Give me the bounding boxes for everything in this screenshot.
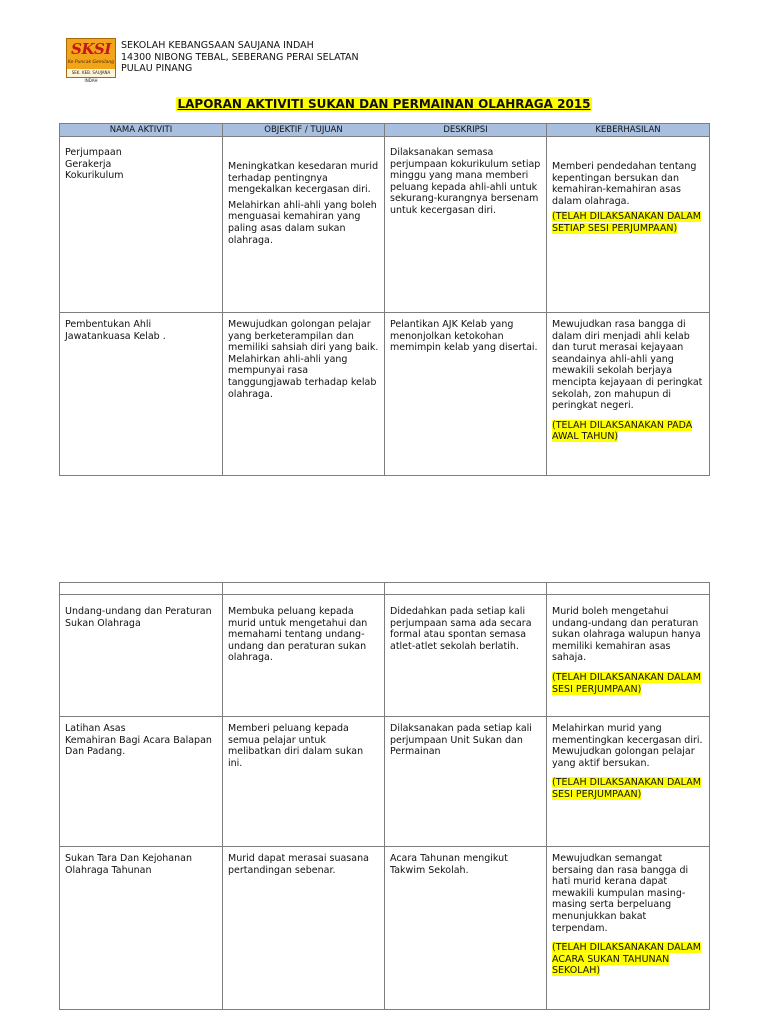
outcome-text: Murid boleh mengetahui undang-undang dan peraturan sukan olahraga walupun hanya memiliki kemahiran asas sahaja. bbox=[552, 606, 701, 664]
activity-name: Undang-undang dan Peraturan Sukan Olahraga bbox=[65, 606, 212, 629]
column-header-keberhasilan: KEBERHASILAN bbox=[547, 124, 710, 137]
logo-school: SEK. KEB. SAUJANA INDAH bbox=[67, 69, 115, 77]
school-header bbox=[121, 40, 359, 75]
outcome-text: Melahirkan murid yang mementingkan kecergasan diri. Mewujudkan golongan pelajar yang aktif bersukan. bbox=[552, 723, 703, 769]
objective-text: Melahirkan ahli-ahli yang boleh menguasai kemahiran yang paling asas dalam sukan olahraga. bbox=[228, 199, 377, 246]
description-text: Dilaksanakan semasa perjumpaan kokurikulum setiap minggu yang mana memberi peluang kepada ahli-ahli untuk sekurang-kurangnya bersenam untuk kecergasan diri. bbox=[390, 147, 541, 216]
status-highlight: (TELAH DILAKSANAKAN DALAM SETIAP SESI PERJUMPAAN) bbox=[552, 211, 701, 234]
logo-text: SKSI bbox=[71, 40, 111, 58]
status-highlight: (TELAH DILAKSANAKAN PADA AWAL TAHUN) bbox=[552, 419, 693, 443]
objective-text: Membuka peluang kepada murid untuk mengetahui dan memahami tentang undang-undang dan peraturan sukan olahraga. bbox=[228, 606, 368, 664]
activity-table-page-2 bbox=[59, 582, 710, 1010]
activity-name: Sukan Tara Dan Kejohanan Olahraga Tahunan bbox=[65, 853, 192, 876]
table-row bbox=[60, 847, 710, 1010]
school-logo bbox=[66, 38, 116, 83]
status-highlight: (TELAH DILAKSANAKAN DALAM ACARA SUKAN TAHUNAN SEKOLAH) bbox=[552, 942, 701, 977]
objective-text: Memberi peluang kepada semua pelajar untuk melibatkan diri dalam sukan ini. bbox=[228, 723, 364, 769]
activity-name: Perjumpaan Gerakerja Kokurikulum bbox=[65, 147, 124, 182]
objective-text: Mewujudkan golongan pelajar yang berketerampilan dan memiliki sahsiah diri yang baik. Melahirkan ahli-ahli yang mempunyai rasa tanggungjawab terhadap kelab olahraga. bbox=[228, 319, 379, 400]
outcome-text: Mewujudkan rasa bangga di dalam diri menjadi ahli kelab dan turut merasai kejayaan seandainya ahli-ahli yang mewakili sekolah berjaya mencipta kejayaan di peringkat sekolah, zon mahupun di peringkat negeri. bbox=[552, 319, 703, 412]
objective-text: Murid dapat merasai suasana pertandingan sebenar. bbox=[228, 853, 369, 876]
school-address-line-1: 14300 NIBONG TEBAL, SEBERANG PERAI SELATAN bbox=[121, 51, 359, 63]
outcome-text: Mewujudkan semangat bersaing dan rasa bangga di hati murid kerana dapat mewakili kumpulan masing-masing serta berpeluang menunjukkan bakat terpendam. bbox=[552, 853, 689, 934]
column-header-nama: NAMA AKTIVITI bbox=[60, 124, 223, 137]
table-row bbox=[60, 137, 710, 313]
report-title bbox=[0, 97, 768, 111]
objective-text: Meningkatkan kesedaran murid terhadap pentingnya mengekalkan kecergasan diri. bbox=[228, 161, 379, 196]
status-highlight: (TELAH DILAKSANAKAN DALAM SESI PERJUMPAAN) bbox=[552, 777, 701, 800]
description-text: Didedahkan pada setiap kali perjumpaan sama ada secara formal atau spontan semasa atlet-atlet sekolah berlatih. bbox=[390, 606, 532, 652]
description-text: Acara Tahunan mengikut Takwim Sekolah. bbox=[390, 853, 508, 876]
column-header-deskripsi: DESKRIPSI bbox=[385, 124, 547, 137]
activity-name: Pembentukan Ahli Jawatankuasa Kelab . bbox=[65, 319, 166, 342]
description-text: Dilaksanakan pada setiap kali perjumpaan Unit Sukan dan Permainan bbox=[390, 723, 532, 758]
description-text: Pelantikan AJK Kelab yang menonjolkan ketokohan memimpin kelab yang disertai. bbox=[390, 319, 538, 354]
school-address-line-2: PULAU PINANG bbox=[121, 63, 193, 75]
activity-table-page-1 bbox=[59, 123, 710, 476]
table-row bbox=[60, 313, 710, 476]
report-title-text: LAPORAN AKTIVITI SUKAN DAN PERMAINAN OLAHRAGA 2015 bbox=[177, 97, 591, 111]
activity-name: Latihan Asas Kemahiran Bagi Acara Balapan Dan Padang. bbox=[65, 723, 212, 758]
column-header-objektif: OBJEKTIF / TUJUAN bbox=[223, 124, 385, 137]
status-highlight: (TELAH DILAKSANAKAN DALAM SESI PERJUMPAAN) bbox=[552, 671, 701, 695]
table-row bbox=[60, 717, 710, 847]
empty-header-row bbox=[60, 583, 710, 595]
school-name: SEKOLAH KEBANGSAAN SAUJANA INDAH bbox=[121, 40, 314, 51]
outcome-text: Memberi pendedahan tentang kepentingan bersukan dan kemahiran-kemahiran asas dalam olahraga. bbox=[552, 161, 697, 207]
logo-motto: Ke Puncak Gemilang bbox=[67, 60, 115, 65]
table-row bbox=[60, 595, 710, 717]
table-header-row bbox=[60, 124, 710, 137]
